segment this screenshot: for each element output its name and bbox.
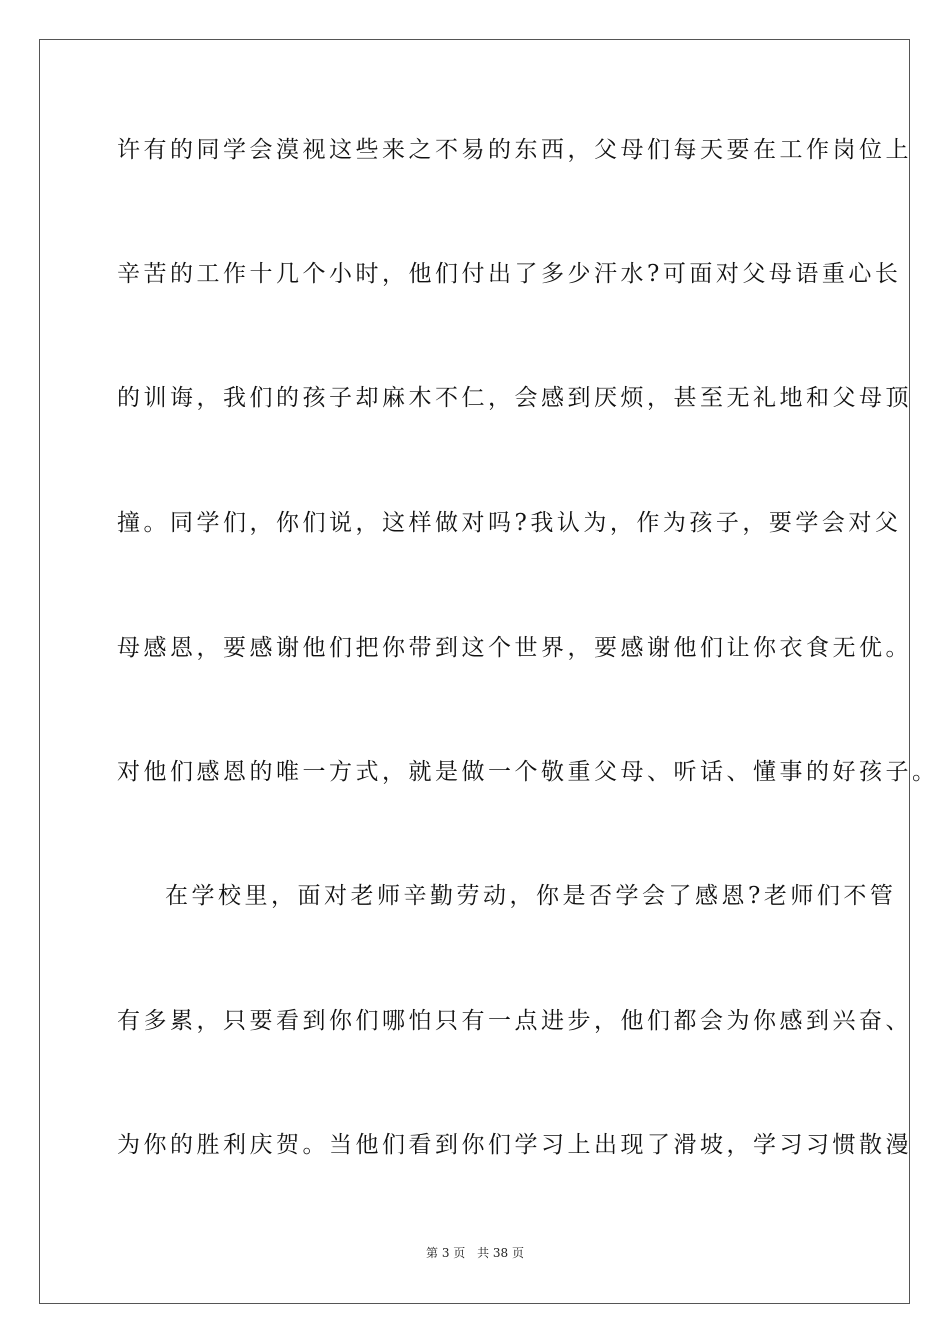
text-line: 许有的同学会漠视这些来之不易的东西，父母们每天要在工作岗位上 [117, 137, 912, 163]
text-line: 的训诲，我们的孩子却麻木不仁，会感到厌烦，甚至无礼地和父母顶 [117, 385, 912, 411]
text-line: 为你的胜利庆贺。当他们看到你们学习上出现了滑坡，学习习惯散漫 [117, 1132, 912, 1158]
paragraph-start-line: 在学校里，面对老师辛勤劳动，你是否学会了感恩?老师们不管 [165, 883, 897, 909]
text-line: 母感恩，要感谢他们把你带到这个世界，要感谢他们让你衣食无优。 [117, 635, 912, 661]
total-pages: 共 38 页 [477, 1246, 524, 1260]
page-footer [0, 1245, 950, 1261]
page-border [39, 39, 939, 1304]
text-line: 辛苦的工作十几个小时，他们付出了多少汗水?可面对父母语重心长 [117, 261, 902, 287]
text-line: 有多累，只要看到你们哪怕只有一点进步，他们都会为你感到兴奋、 [117, 1008, 912, 1034]
text-line: 撞。同学们，你们说，这样做对吗?我认为，作为孩子，要学会对父 [117, 510, 902, 536]
text-line: 对他们感恩的唯一方式，就是做一个敬重父母、听话、懂事的好孩子。 [117, 759, 939, 785]
page-number: 第 3 页 [426, 1246, 466, 1260]
